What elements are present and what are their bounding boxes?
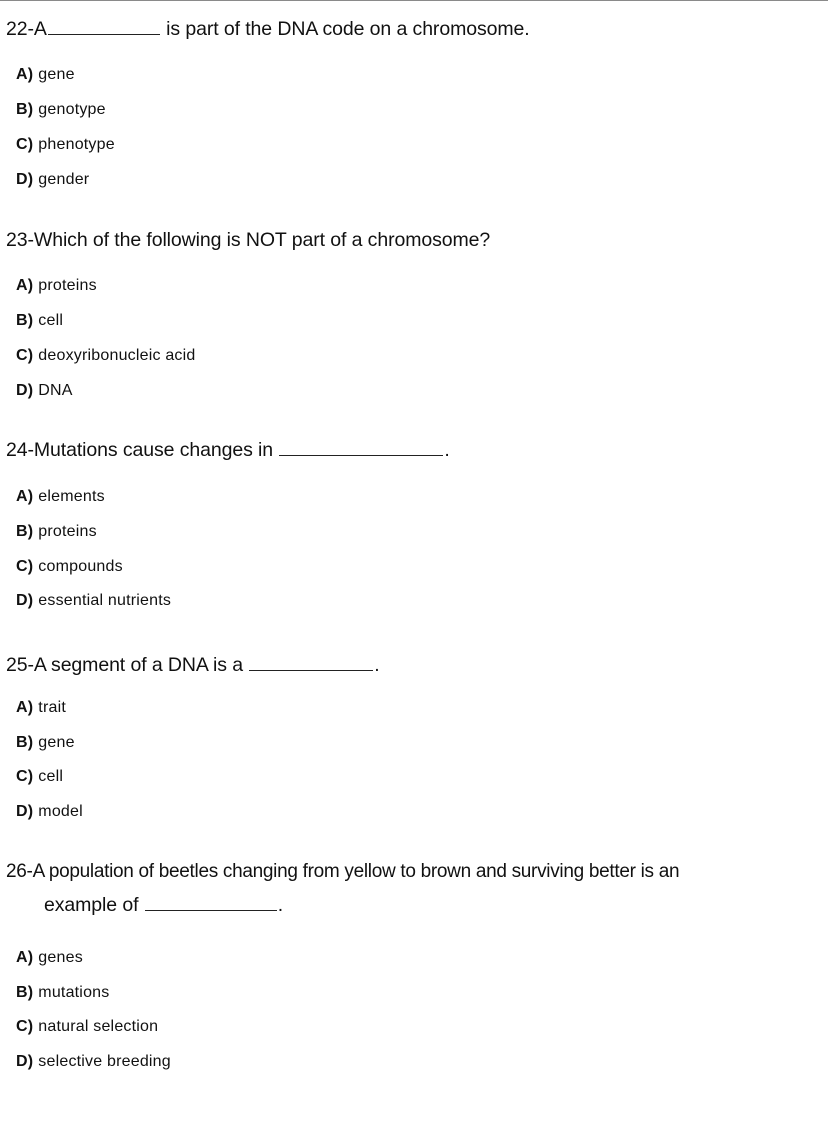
option-text: gene [38,734,75,751]
question-stem [6,859,679,885]
option-text: DNA [38,382,73,399]
option-letter: D) [16,803,34,820]
option-b[interactable] [16,521,97,543]
option-text: essential nutrients [38,592,172,609]
option-text: proteins [38,277,97,294]
stem-text: example of [44,894,144,916]
question-number: 22- [6,18,34,40]
answer-blank[interactable] [145,894,277,911]
option-letter: A) [16,277,34,294]
option-letter: A) [16,66,34,83]
option-text: phenotype [38,136,115,153]
stem-text: . [444,439,450,461]
option-text: cell [38,768,64,785]
option-text: genes [38,949,83,966]
option-c[interactable] [16,345,195,367]
option-letter: C) [16,136,34,153]
option-text: mutations [38,984,110,1001]
option-text: trait [38,699,66,716]
option-d[interactable] [16,380,73,402]
option-a[interactable] [16,947,83,969]
option-letter: C) [16,558,34,575]
option-c[interactable] [16,1016,158,1038]
option-letter: B) [16,523,34,540]
option-text: gender [38,171,90,188]
stem-text: Which of the following is NOT part of a chromosome? [33,229,491,251]
option-text: selective breeding [38,1053,171,1070]
option-letter: C) [16,1018,34,1035]
question-number: 24- [6,439,34,461]
stem-text: Mutations cause changes in [33,439,279,461]
option-text: elements [38,488,105,505]
option-text: genotype [38,101,106,118]
stem-text: A segment of a DNA is a [33,654,249,676]
question-stem [6,652,380,678]
top-divider [0,0,828,1]
question-number: 23- [6,229,34,251]
stem-text: . [277,894,284,916]
option-a[interactable] [16,697,66,719]
option-c[interactable] [16,556,123,578]
option-letter: B) [16,101,34,118]
option-letter: A) [16,949,34,966]
option-b[interactable] [16,310,63,332]
option-letter: D) [16,1053,34,1070]
option-d[interactable] [16,801,83,823]
option-b[interactable] [16,732,75,754]
stem-text: . [374,654,380,676]
option-text: model [38,803,83,820]
question-stem-continued [44,892,283,918]
option-text: proteins [38,523,97,540]
option-d[interactable] [16,169,89,191]
option-c[interactable] [16,134,115,156]
option-letter: B) [16,984,34,1001]
option-a[interactable] [16,275,97,297]
option-letter: D) [16,171,34,188]
question-stem [6,16,530,42]
stem-text: A population of beetles changing from yellow to brown and surviving better is an [32,861,680,882]
option-letter: B) [16,734,34,751]
option-letter: D) [16,382,34,399]
option-letter: A) [16,488,34,505]
option-d[interactable] [16,1051,171,1073]
option-text: gene [38,66,75,83]
option-letter: C) [16,347,34,364]
stem-text: A [33,18,47,40]
question-number: 26- [6,861,33,882]
option-d[interactable] [16,590,171,612]
option-letter: D) [16,592,34,609]
option-letter: B) [16,312,34,329]
option-b[interactable] [16,99,106,121]
option-c[interactable] [16,766,63,788]
answer-blank[interactable] [249,654,373,671]
question-stem [6,227,490,253]
answer-blank[interactable] [48,18,160,35]
option-text: deoxyribonucleic acid [38,347,196,364]
option-b[interactable] [16,982,109,1004]
option-letter: C) [16,768,34,785]
option-a[interactable] [16,64,75,86]
stem-text: is part of the DNA code on a chromosome. [160,18,530,40]
option-a[interactable] [16,486,105,508]
option-text: compounds [38,558,123,575]
option-text: natural selection [38,1018,159,1035]
question-stem [6,437,450,463]
question-number: 25- [6,654,34,676]
option-text: cell [38,312,64,329]
answer-blank[interactable] [279,439,443,456]
option-letter: A) [16,699,34,716]
